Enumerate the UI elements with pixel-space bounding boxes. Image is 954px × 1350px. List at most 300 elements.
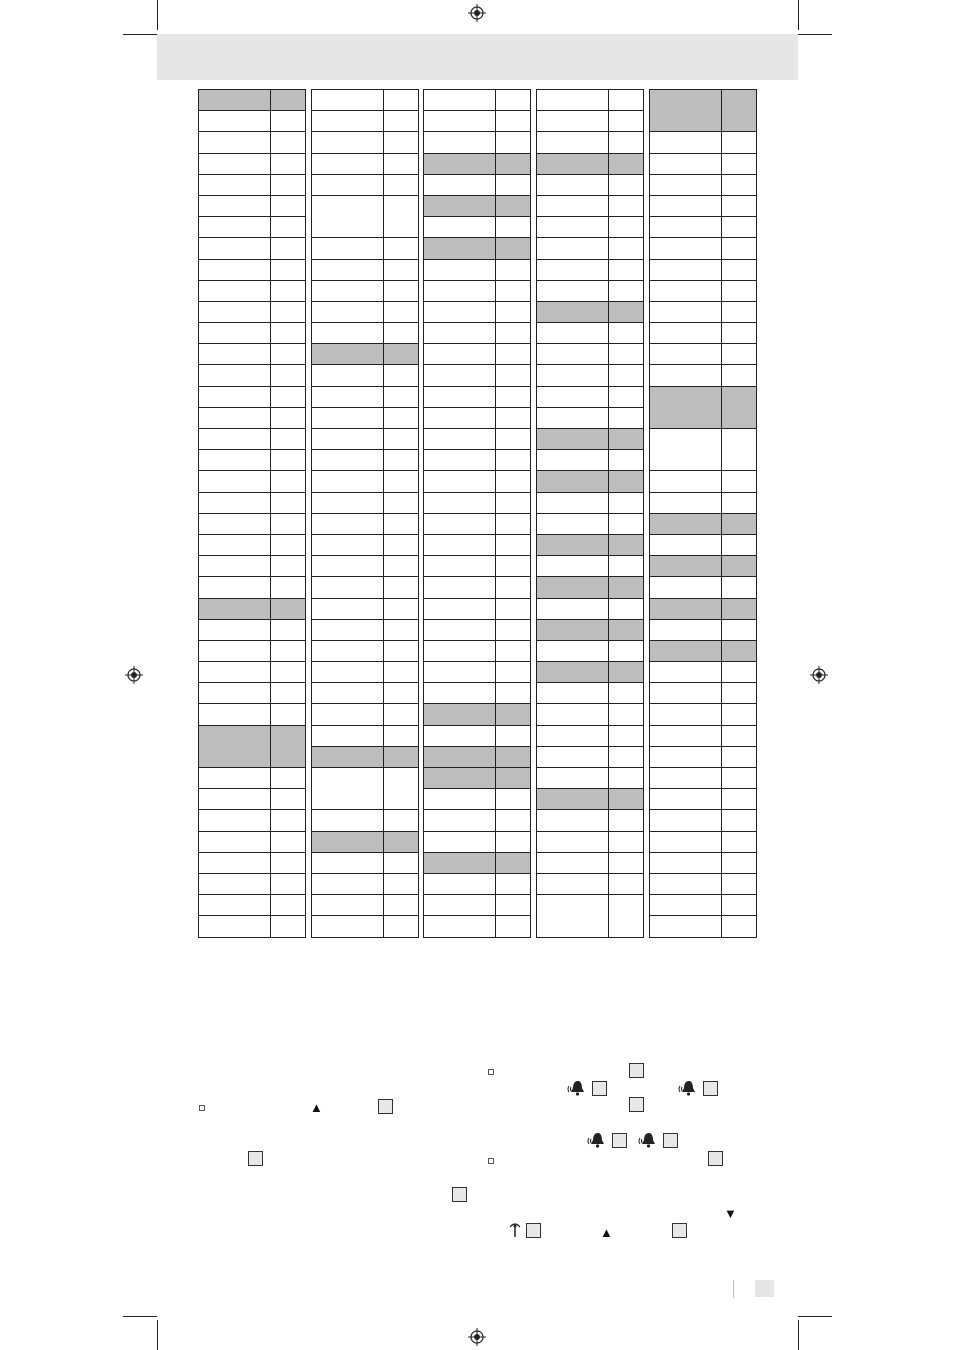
- table-cell-code: [384, 238, 419, 259]
- table-cell-code: [722, 132, 757, 153]
- table-cell-code: [384, 450, 419, 471]
- table-cell-name: [312, 577, 384, 598]
- table-row: [199, 662, 306, 683]
- table-cell-name: [537, 556, 609, 577]
- table-cell-name: [312, 429, 384, 450]
- table-row: [537, 365, 644, 386]
- table-cell-code: [384, 916, 419, 937]
- table-cell-name: [312, 174, 384, 195]
- table-cell-name: [312, 556, 384, 577]
- table-cell-code: [384, 873, 419, 894]
- table-cell-code: [722, 789, 757, 810]
- table-cell-code: [496, 90, 531, 111]
- table-cell-code: [271, 556, 306, 577]
- table-cell-code: [722, 280, 757, 301]
- table-cell-code: [271, 217, 306, 238]
- table-cell-name: [312, 895, 384, 916]
- page-number-box: [755, 1280, 774, 1297]
- table-cell-code: [722, 895, 757, 916]
- table-row: [650, 768, 757, 789]
- table-cell-code: [609, 280, 644, 301]
- alarm-bell-icon: [566, 1078, 588, 1098]
- table-cell-code: [384, 598, 419, 619]
- table-cell-code: [384, 831, 419, 852]
- table-cell-code: [722, 746, 757, 767]
- table-row: [199, 789, 306, 810]
- table-cell-name: [424, 450, 496, 471]
- table-row: [424, 90, 531, 111]
- table-cell-code: [609, 704, 644, 725]
- table-cell-code: [271, 323, 306, 344]
- table-row: [199, 238, 306, 259]
- table-cell-name: [424, 852, 496, 873]
- table-row: [312, 831, 419, 852]
- table-row: [312, 704, 419, 725]
- table-cell-name: [650, 810, 722, 831]
- table-cell-name: [650, 365, 722, 386]
- table-cell-name: [199, 90, 271, 111]
- table-cell-code: [271, 619, 306, 640]
- table-row: [424, 344, 531, 365]
- table-cell-code: [271, 810, 306, 831]
- table-cell-code: [384, 90, 419, 111]
- table-row: [650, 492, 757, 513]
- table-cell-name: [537, 217, 609, 238]
- table-cell-name: [312, 852, 384, 873]
- table-row: [537, 577, 644, 598]
- bullet-icon: [488, 1069, 494, 1075]
- table-row: [199, 852, 306, 873]
- table-cell-name: [424, 471, 496, 492]
- table-row: [537, 683, 644, 704]
- table-cell-name: [312, 640, 384, 661]
- table-cell-name: [537, 301, 609, 322]
- table-row: [650, 132, 757, 153]
- table-cell-name: [424, 174, 496, 195]
- table-row: [537, 195, 644, 216]
- table-cell-name: [537, 577, 609, 598]
- table-cell-code: [496, 746, 531, 767]
- table-cell-code: [271, 662, 306, 683]
- table-cell-name: [537, 789, 609, 810]
- table-cell-code: [384, 365, 419, 386]
- table-row: [424, 916, 531, 937]
- table-cell-code: [271, 789, 306, 810]
- table-cell-name: [424, 746, 496, 767]
- table-cell-code: [496, 259, 531, 280]
- table-cell-name: [199, 429, 271, 450]
- table-cell-code: [496, 916, 531, 937]
- table-cell-name: [424, 386, 496, 407]
- table-cell-code: [609, 577, 644, 598]
- table-row: [312, 873, 419, 894]
- table-cell-code: [722, 259, 757, 280]
- table-row: [537, 259, 644, 280]
- table-cell-name: [537, 873, 609, 894]
- table-cell-name: [199, 280, 271, 301]
- table-cell-name: [650, 301, 722, 322]
- table-cell-code: [271, 683, 306, 704]
- table-row: [650, 174, 757, 195]
- table-cell-code: [496, 429, 531, 450]
- table-row: [312, 640, 419, 661]
- table-cell-name: [199, 852, 271, 873]
- table-row: [312, 556, 419, 577]
- table-cell-code: [722, 534, 757, 555]
- table-cell-name: [312, 111, 384, 132]
- table-cell-code: [271, 111, 306, 132]
- table-cell-code: [609, 132, 644, 153]
- table-cell-name: [199, 344, 271, 365]
- table-cell-name: [650, 174, 722, 195]
- table-row: [199, 217, 306, 238]
- table-cell-code: [384, 810, 419, 831]
- table-row: [537, 429, 644, 450]
- table-row: [312, 598, 419, 619]
- table-row: [650, 577, 757, 598]
- table-cell-name: [199, 153, 271, 174]
- code-table: [311, 89, 419, 938]
- table-cell-code: [384, 725, 419, 746]
- table-cell-name: [650, 280, 722, 301]
- table-cell-code: [271, 768, 306, 789]
- table-cell-name: [312, 768, 384, 810]
- table-cell-name: [424, 259, 496, 280]
- table-row: [424, 873, 531, 894]
- table-cell-code: [609, 344, 644, 365]
- table-row: [650, 598, 757, 619]
- table-row: [199, 323, 306, 344]
- table-cell-code: [384, 301, 419, 322]
- table-row: [199, 111, 306, 132]
- table-cell-code: [609, 238, 644, 259]
- table-cell-code: [384, 704, 419, 725]
- table-cell-code: [609, 619, 644, 640]
- table-cell-name: [199, 534, 271, 555]
- table-cell-name: [424, 111, 496, 132]
- table-row: [312, 619, 419, 640]
- table-row: [312, 577, 419, 598]
- table-cell-name: [199, 450, 271, 471]
- table-row: [650, 916, 757, 937]
- table-cell-name: [424, 195, 496, 216]
- table-row: [424, 280, 531, 301]
- table-cell-code: [609, 513, 644, 534]
- table-cell-name: [199, 789, 271, 810]
- crop-mark: [798, 1320, 799, 1350]
- table-cell-code: [384, 534, 419, 555]
- table-cell-code: [496, 704, 531, 725]
- table-cell-name: [312, 450, 384, 471]
- table-cell-name: [424, 344, 496, 365]
- table-cell-code: [722, 683, 757, 704]
- table-row: [537, 534, 644, 555]
- table-cell-code: [496, 238, 531, 259]
- table-cell-code: [722, 301, 757, 322]
- table-cell-code: [722, 577, 757, 598]
- table-cell-name: [424, 768, 496, 789]
- table-cell-code: [271, 90, 306, 111]
- table-row: [312, 344, 419, 365]
- table-row: [199, 556, 306, 577]
- table-cell-code: [384, 386, 419, 407]
- table-cell-name: [424, 640, 496, 661]
- table-cell-code: [722, 916, 757, 937]
- table-row: [424, 301, 531, 322]
- table-cell-code: [496, 450, 531, 471]
- table-row: [312, 810, 419, 831]
- table-row: [650, 238, 757, 259]
- down-arrow-icon: ▼: [724, 1206, 737, 1221]
- table-cell-name: [537, 450, 609, 471]
- table-cell-name: [199, 386, 271, 407]
- registration-mark-icon: [125, 666, 143, 684]
- table-row: [537, 450, 644, 471]
- table-row: [199, 683, 306, 704]
- table-cell-code: [271, 725, 306, 767]
- table-cell-name: [312, 280, 384, 301]
- table-cell-name: [537, 683, 609, 704]
- table-cell-code: [384, 492, 419, 513]
- table-row: [537, 640, 644, 661]
- table-row: [537, 238, 644, 259]
- table-cell-code: [609, 323, 644, 344]
- table-cell-name: [537, 534, 609, 555]
- table-cell-name: [424, 217, 496, 238]
- table-cell-code: [722, 471, 757, 492]
- table-cell-code: [722, 153, 757, 174]
- table-cell-name: [312, 365, 384, 386]
- table-cell-name: [199, 619, 271, 640]
- crop-mark: [798, 0, 799, 30]
- table-cell-code: [384, 619, 419, 640]
- table-cell-code: [384, 471, 419, 492]
- table-row: [650, 280, 757, 301]
- button-square-icon: [672, 1223, 687, 1238]
- table-cell-code: [609, 492, 644, 513]
- table-row: [537, 810, 644, 831]
- table-row: [312, 662, 419, 683]
- table-cell-code: [722, 725, 757, 746]
- table-row: [312, 111, 419, 132]
- table-cell-name: [650, 471, 722, 492]
- table-row: [424, 195, 531, 216]
- table-cell-code: [271, 153, 306, 174]
- table-cell-name: [424, 534, 496, 555]
- table-row: [650, 683, 757, 704]
- table-cell-name: [199, 492, 271, 513]
- table-cell-name: [650, 534, 722, 555]
- bullet-icon: [488, 1158, 494, 1164]
- up-arrow-icon: ▲: [310, 1100, 323, 1115]
- table-cell-code: [496, 492, 531, 513]
- table-cell-code: [384, 323, 419, 344]
- table-cell-code: [271, 492, 306, 513]
- table-cell-code: [271, 513, 306, 534]
- table-cell-name: [312, 471, 384, 492]
- table-cell-code: [271, 577, 306, 598]
- table-cell-name: [424, 153, 496, 174]
- table-cell-name: [312, 662, 384, 683]
- table-row: [199, 725, 306, 767]
- table-cell-name: [424, 429, 496, 450]
- table-cell-code: [271, 852, 306, 873]
- table-cell-name: [650, 683, 722, 704]
- table-row: [650, 471, 757, 492]
- table-cell-code: [722, 195, 757, 216]
- table-cell-code: [722, 238, 757, 259]
- table-cell-name: [199, 513, 271, 534]
- table-row: [650, 513, 757, 534]
- table-cell-code: [384, 280, 419, 301]
- table-cell-name: [424, 873, 496, 894]
- table-cell-name: [199, 683, 271, 704]
- table-cell-code: [722, 556, 757, 577]
- table-row: [424, 513, 531, 534]
- table-cell-code: [496, 768, 531, 789]
- bullet-icon: [199, 1105, 205, 1111]
- table-row: [537, 301, 644, 322]
- table-row: [312, 153, 419, 174]
- table-row: [650, 852, 757, 873]
- table-row: [424, 492, 531, 513]
- header-band: [157, 34, 798, 80]
- table-cell-code: [384, 768, 419, 810]
- table-cell-code: [271, 280, 306, 301]
- table-row: [650, 534, 757, 555]
- table-row: [424, 132, 531, 153]
- table-cell-code: [271, 195, 306, 216]
- table-row: [537, 725, 644, 746]
- table-cell-code: [384, 429, 419, 450]
- table-row: [199, 174, 306, 195]
- table-cell-name: [312, 683, 384, 704]
- crop-mark: [798, 1316, 832, 1317]
- table-row: [537, 323, 644, 344]
- table-cell-name: [424, 895, 496, 916]
- table-row: [424, 704, 531, 725]
- table-row: [424, 831, 531, 852]
- table-cell-name: [312, 598, 384, 619]
- table-cell-name: [537, 704, 609, 725]
- table-cell-code: [496, 831, 531, 852]
- table-cell-name: [312, 492, 384, 513]
- table-cell-name: [537, 513, 609, 534]
- table-row: [312, 365, 419, 386]
- table-cell-name: [650, 640, 722, 661]
- table-cell-name: [537, 174, 609, 195]
- table-cell-name: [650, 852, 722, 873]
- table-row: [424, 789, 531, 810]
- table-row: [650, 831, 757, 852]
- table-row: [199, 407, 306, 428]
- table-cell-name: [650, 662, 722, 683]
- table-row: [199, 873, 306, 894]
- table-row: [312, 916, 419, 937]
- table-cell-code: [496, 174, 531, 195]
- table-cell-code: [496, 873, 531, 894]
- table-cell-code: [271, 640, 306, 661]
- table-cell-name: [424, 725, 496, 746]
- table-cell-code: [722, 873, 757, 894]
- table-cell-code: [609, 895, 644, 937]
- table-cell-code: [496, 365, 531, 386]
- table-cell-code: [496, 513, 531, 534]
- table-row: [424, 174, 531, 195]
- table-cell-name: [424, 556, 496, 577]
- table-row: [312, 386, 419, 407]
- table-row: [199, 153, 306, 174]
- table-row: [199, 534, 306, 555]
- table-cell-name: [650, 90, 722, 132]
- table-cell-name: [199, 195, 271, 216]
- table-row: [537, 789, 644, 810]
- table-row: [199, 195, 306, 216]
- table-cell-code: [496, 852, 531, 873]
- table-cell-code: [384, 683, 419, 704]
- table-cell-code: [496, 810, 531, 831]
- table-row: [650, 746, 757, 767]
- table-cell-name: [650, 386, 722, 428]
- table-cell-name: [312, 746, 384, 767]
- table-cell-name: [424, 831, 496, 852]
- table-cell-name: [650, 344, 722, 365]
- table-cell-code: [722, 344, 757, 365]
- table-cell-code: [609, 407, 644, 428]
- table-row: [650, 323, 757, 344]
- code-table: [649, 89, 757, 938]
- table-cell-name: [537, 810, 609, 831]
- code-table: [423, 89, 531, 938]
- table-cell-name: [312, 407, 384, 428]
- table-row: [424, 450, 531, 471]
- table-row: [650, 217, 757, 238]
- table-row: [537, 174, 644, 195]
- table-cell-code: [271, 259, 306, 280]
- table-cell-code: [271, 407, 306, 428]
- table-row: [650, 810, 757, 831]
- table-row: [650, 153, 757, 174]
- button-square-icon: [526, 1223, 541, 1238]
- table-row: [537, 280, 644, 301]
- button-square-icon: [248, 1151, 263, 1166]
- table-cell-name: [424, 577, 496, 598]
- table-cell-code: [609, 174, 644, 195]
- table-cell-code: [609, 810, 644, 831]
- table-cell-name: [199, 556, 271, 577]
- alarm-bell-icon: [677, 1078, 699, 1098]
- table-row: [424, 111, 531, 132]
- table-row: [312, 746, 419, 767]
- table-row: [537, 704, 644, 725]
- table-row: [199, 386, 306, 407]
- table-cell-code: [722, 323, 757, 344]
- table-cell-name: [537, 662, 609, 683]
- table-cell-name: [424, 238, 496, 259]
- table-row: [650, 640, 757, 661]
- table-cell-name: [650, 195, 722, 216]
- table-cell-name: [424, 407, 496, 428]
- table-row: [537, 873, 644, 894]
- table-cell-code: [609, 662, 644, 683]
- table-cell-code: [722, 174, 757, 195]
- table-row: [424, 238, 531, 259]
- table-cell-code: [722, 704, 757, 725]
- table-cell-code: [271, 831, 306, 852]
- table-cell-name: [199, 471, 271, 492]
- table-row: [650, 873, 757, 894]
- table-cell-name: [312, 513, 384, 534]
